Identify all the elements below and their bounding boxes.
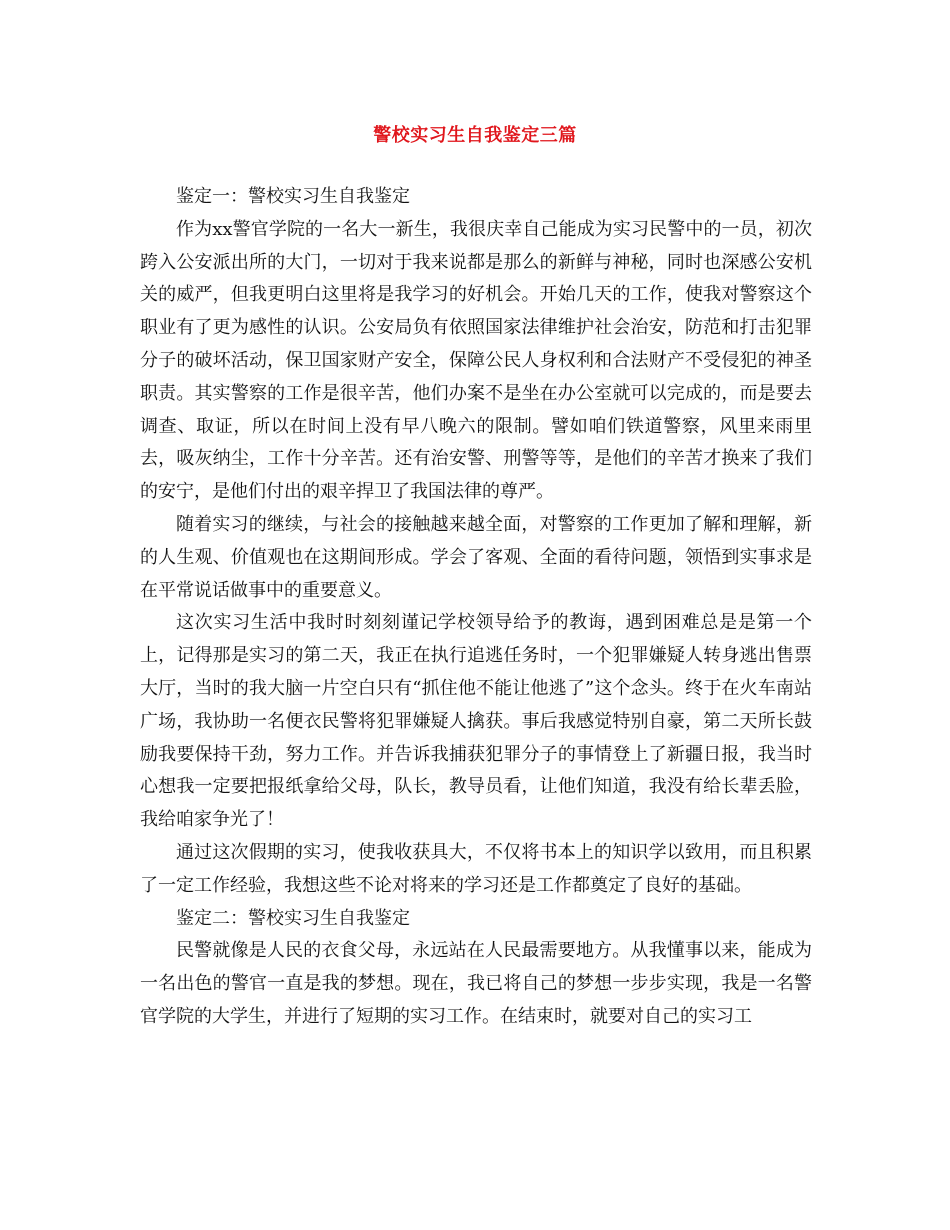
paragraph-5: 民警就像是人民的衣食父母，永远站在人民最需要地方。从我懂事以来，能成为一名出色的警官一直是我的梦想。现在，我已将自己的梦想一步步实现，我是一名警官学院的大学生，并进行了短期的实习工作。在结束时，就要对自己的实习工 — [140, 940, 812, 1027]
paragraph-2: 随着实习的继续，与社会的接触越来越全面，对警察的工作更加了解和理解，新的人生观、价值观也在这期间形成。学会了客观、全面的看待问题，领悟到实事求是在平常说话做事中的重要意义。 — [140, 513, 812, 601]
paragraph-4: 通过这次假期的实习，使我收获具大，不仅将书本上的知识学以致用，而且积累了一定工作经验，我想这些不论对将来的学习还是工作都奠定了良好的基础。 — [140, 841, 812, 896]
document-body — [140, 181, 812, 1034]
paragraph-3: 这次实习生活中我时时刻刻谨记学校领导给予的教诲，遇到困难总是是第一个上，记得那是实习的第二天，我正在执行追逃任务时，一个犯罪嫌疑人转身逃出售票大厅，当时的我大脑一片空白只有“抓住他不能让他逃了”这个念头。终于在火车南站广场，我协助一名便衣民警将犯罪嫌疑人擒获。事后我感觉特别自豪，第二天所长鼓励我要保持干劲，努力工作。并告诉我捕获犯罪分子的事情登上了新疆日报，我当时心想我一定要把报纸拿给父母，队长，教导员看，让他们知道，我没有给长辈丢脸，我给咱家争光了！ — [140, 612, 812, 831]
section-heading-1: 鉴定一：警校实习生自我鉴定 — [176, 186, 410, 207]
paragraph-1: 作为xx警官学院的一名大一新生，我很庆幸自己能成为实习民警中的一员，初次跨入公安派出所的大门，一切对于我来说都是那么的新鲜与神秘，同时也深感公安机关的威严，但我更明白这里将是我学习的好机会。开始几天的工作，使我对警察这个职业有了更为感性的认识。公安局负有依照国家法律维护社会治安，防范和打击犯罪分子的破坏活动，保卫国家财产安全，保障公民人身权利和合法财产不受侵犯的神圣职责。其实警察的工作是很辛苦，他们办案不是坐在办公室就可以完成的，而是要去调查、取证，所以在时间上没有早八晚六的限制。譬如咱们铁道警察，风里来雨里去，吸灰纳尘，工作十分辛苦。还有治安警、刑警等等，是他们的辛苦才换来了我们的安宁，是他们付出的艰辛捍卫了我国法律的尊严。 — [140, 218, 812, 503]
section-heading-2: 鉴定二：警校实习生自我鉴定 — [176, 907, 410, 929]
page-title: 警校实习生自我鉴定三篇 — [373, 125, 577, 146]
